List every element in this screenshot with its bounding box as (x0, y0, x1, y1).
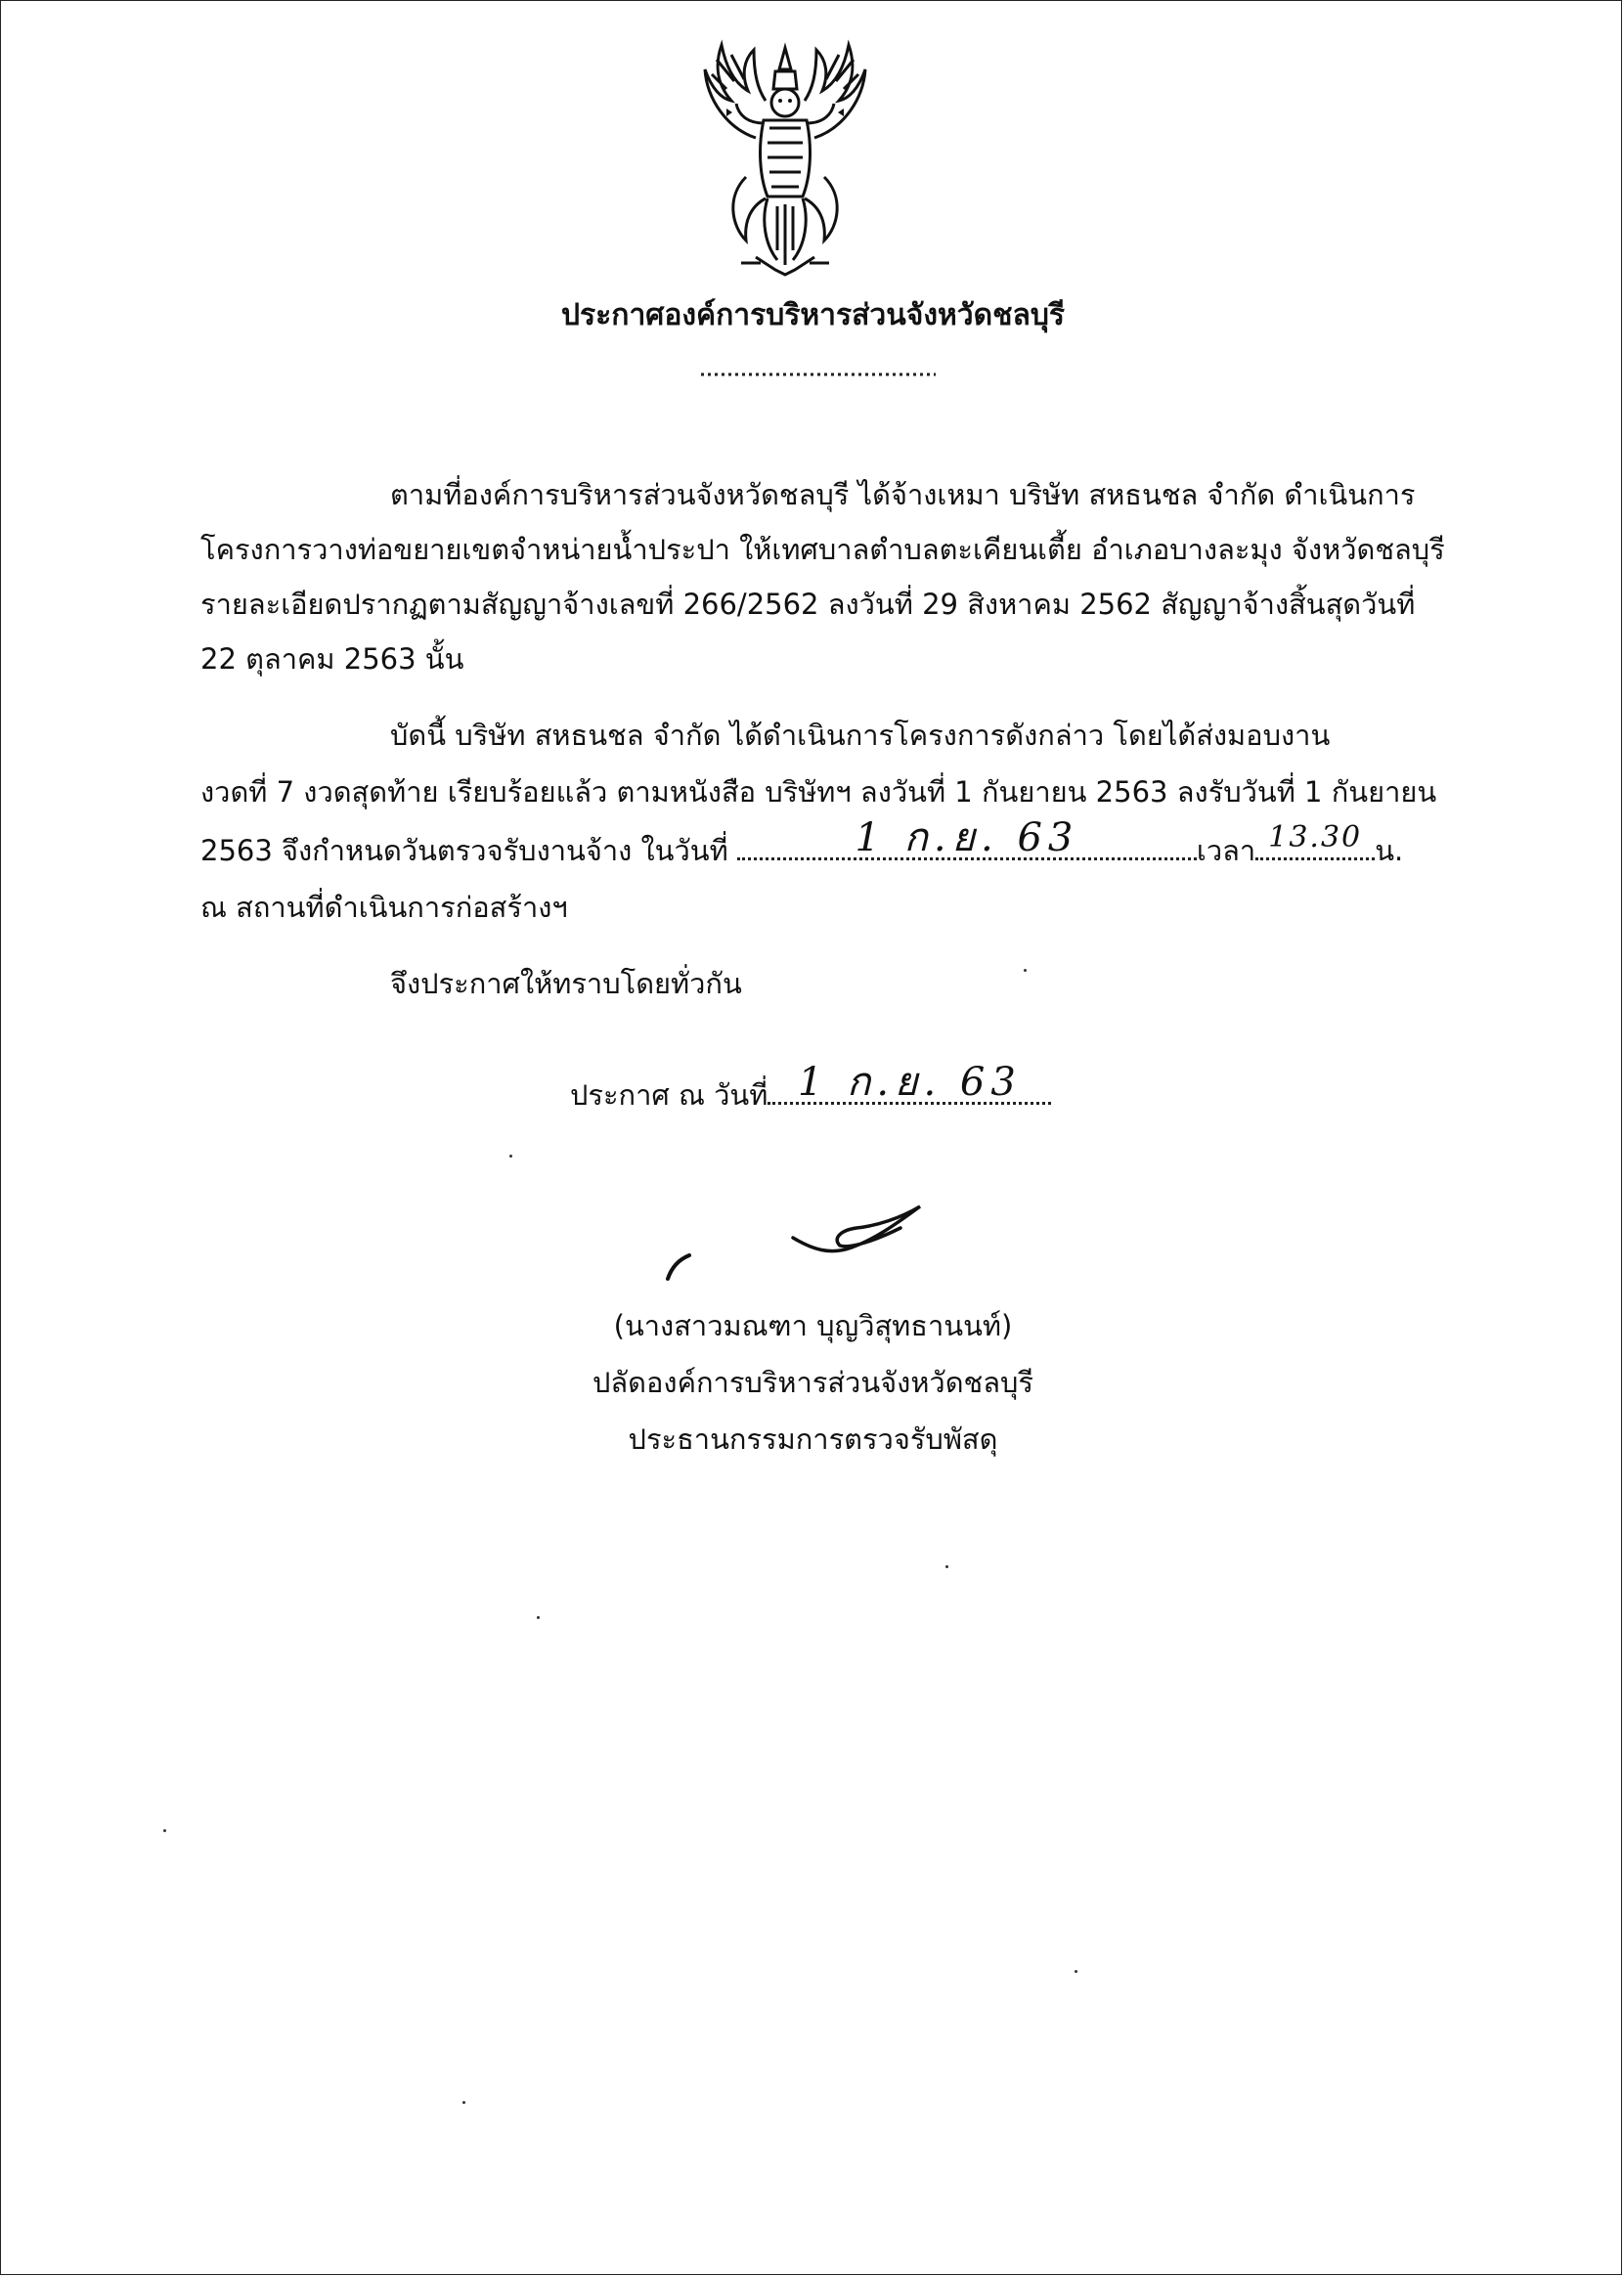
scan-speck (1075, 1970, 1077, 1973)
paragraph1-line3: รายละเอียดปรากฏตามสัญญาจ้างเลขที่ 266/2562 ลงวันที่ 29 สิงหาคม 2562 สัญญาจ้างสิ้นสุดวันที่ (200, 588, 1416, 621)
scan-speck (462, 2101, 465, 2104)
inspection-time-suffix: น. (1375, 834, 1404, 867)
inspection-time-label: เวลา (1196, 834, 1256, 867)
announcement-date-handwritten: 1 ก.ย. 63 (797, 1060, 1022, 1105)
garuda-emblem-icon (687, 30, 883, 283)
announcement-date-field (768, 1060, 1051, 1105)
paragraph2-line2: งวดที่ 7 งวดสุดท้าย เรียบร้อยแล้ว ตามหนังสือ บริษัทฯ ลงวันที่ 1 กันยายน 2563 ลงรับวันที่ 1 กันยายน (200, 775, 1437, 809)
paragraph1-line2: โครงการวางท่อขยายเขตจำหน่ายน้ำประปา ให้เทศบาลตำบลตะเคียนเตี้ย อำเภอบางละมุง จังหวัดชลบุรี (200, 533, 1445, 566)
inspection-time-field (1255, 820, 1375, 860)
paragraph2-line3 (200, 815, 1404, 877)
paragraph3: จึงประกาศให้ทราบโดยทั่วกัน (390, 967, 742, 1000)
signature-mark (656, 1199, 949, 1306)
scan-speck (537, 1616, 540, 1619)
inspection-date-label: 2563 จึงกำหนดวันตรวจรับงานจ้าง ในวันที่ (200, 834, 728, 867)
announcement-date-label: ประกาศ ณ วันที่ (570, 1078, 768, 1112)
signatory-name: (นางสาวมณฑา บุญวิสุทธานนท์) (613, 1309, 1013, 1342)
paragraph2-line4: ณ สถานที่ดำเนินการก่อสร้างฯ (200, 891, 568, 924)
inspection-time-handwritten: 13.30 (1268, 820, 1363, 854)
inspection-date-handwritten: 1 ก.ย. 63 (855, 815, 1079, 860)
paragraph2-line1: บัดนี้ บริษัท สหธนชล จำกัด ได้ดำเนินการโครงการดังกล่าว โดยได้ส่งมอบงาน (390, 719, 1331, 752)
scan-speck (1024, 969, 1027, 972)
document-title: ประกาศองค์การบริหารส่วนจังหวัดชลบุรี (561, 298, 1065, 332)
scan-speck (163, 1829, 166, 1832)
paragraph1-line1: ตามที่องค์การบริหารส่วนจังหวัดชลบุรี ได้จ้างเหมา บริษัท สหธนชล จำกัด ดำเนินการ (390, 478, 1416, 511)
announcement-date-line (570, 1060, 1051, 1121)
scan-speck (509, 1155, 512, 1158)
title-dotted-rule (701, 365, 936, 382)
signatory-position1: ปลัดองค์การบริหารส่วนจังหวัดชลบุรี (592, 1366, 1033, 1399)
paragraph1-line4: 22 ตุลาคม 2563 นั้น (200, 642, 464, 676)
scan-speck (945, 1565, 948, 1568)
signatory-position2: ประธานกรรมการตรวจรับพัสดุ (628, 1423, 998, 1456)
inspection-date-field (737, 815, 1197, 860)
